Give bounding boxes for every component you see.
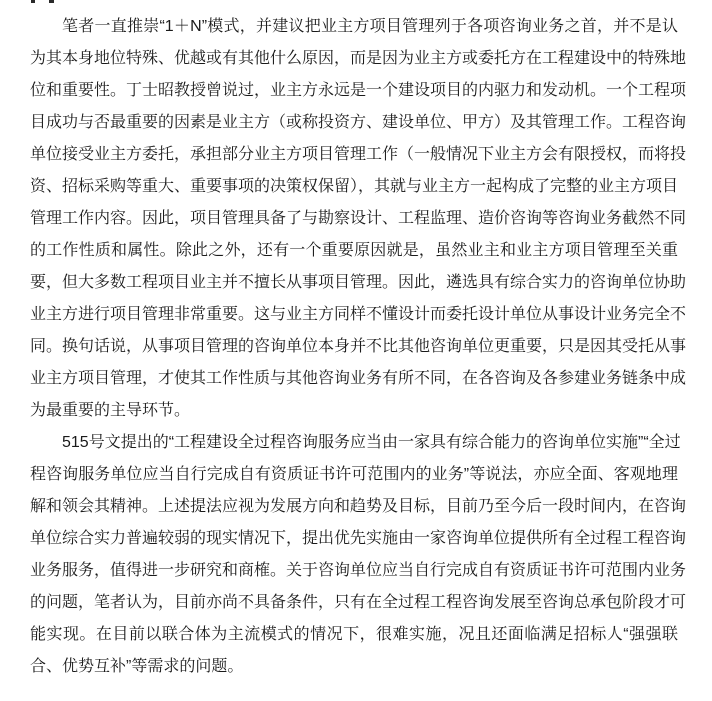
text-line: 单位综合实力普遍较弱的现实情况下，提出优先实施由一家咨询单位提供所有全过程工程咨询 [30,530,687,547]
text-line: 业务服务，值得进一步研究和商榷。关于咨询单位应当自行完成自有资质证书许可范围内业务 [30,562,687,579]
text-line: 为最重要的主导环节。 [30,402,191,419]
text-line: 单位接受业主方委托，承担部分业主方项目管理工作（一般情况下业主方会有限授权，而将投 [30,146,687,163]
text-line: 合、优势互补”等需求的问题。 [30,658,244,675]
text-line: 位和重要性。丁士昭教授曾说过，业主方永远是一个建设项目的内驱力和发动机。一个工程项 [30,82,687,99]
text-line: 为其本身地位特殊、优越或有其他什么原因，而是因为业主方或委托方在工程建设中的特殊地 [30,50,687,67]
text-line: 程咨询服务单位应当自行完成自有资质证书许可范围内的业务”等说法，亦应全面、客观地理 [30,466,678,483]
text-line: 目成功与否最重要的因素是业主方（或称投资方、建设单位、甲方）及其管理工作。工程咨询 [30,114,687,131]
text-line: 笔者一直推崇“1＋N”模式，并建议把业主方项目管理列于各项咨询业务之首，并不是认 [62,18,678,35]
text-line: 管理工作内容。因此，项目管理具备了与勘察设计、工程监理、造价咨询等咨询业务截然不同 [30,210,687,227]
text-line: 业主方项目管理，才使其工作性质与其他咨询业务有所不同，在各咨询及各参建业务链条中成 [30,370,687,387]
paragraph [30,11,687,427]
text-line: 的工作性质和属性。除此之外，还有一个重要原因就是，虽然业主和业主方项目管理至关重 [30,242,678,259]
text-line: 同。换句话说，从事项目管理的咨询单位本身并不比其他咨询单位更重要，只是因其受托从事 [30,338,687,355]
text-line: 解和领会其精神。上述提法应视为发展方向和趋势及目标，目前乃至今后一段时间内，在咨询 [30,498,687,515]
paragraph [30,427,687,683]
text-line: 要，但大多数工程项目业主并不擅长从事项目管理。因此，遴选具有综合实力的咨询单位协助 [30,274,687,291]
text-line: 的问题，笔者认为，目前亦尚不具备条件，只有在全过程工程咨询发展至咨询总承包阶段才可 [30,594,687,611]
text-line: 资、招标采购等重大、重要事项的决策权保留），其就与业主方一起构成了完整的业主方项目 [30,178,679,195]
text-line: 515号文提出的“工程建设全过程咨询服务应当由一家具有综合能力的咨询单位实施”“全过 [62,434,681,451]
text-line: 能实现。在目前以联合体为主流模式的情况下，很难实施，况且还面临满足招标人“强强联 [30,626,678,643]
text-line: 业主方进行项目管理非常重要。这与业主方同样不懂设计而委托设计单位从事设计业务完全不 [30,306,687,323]
